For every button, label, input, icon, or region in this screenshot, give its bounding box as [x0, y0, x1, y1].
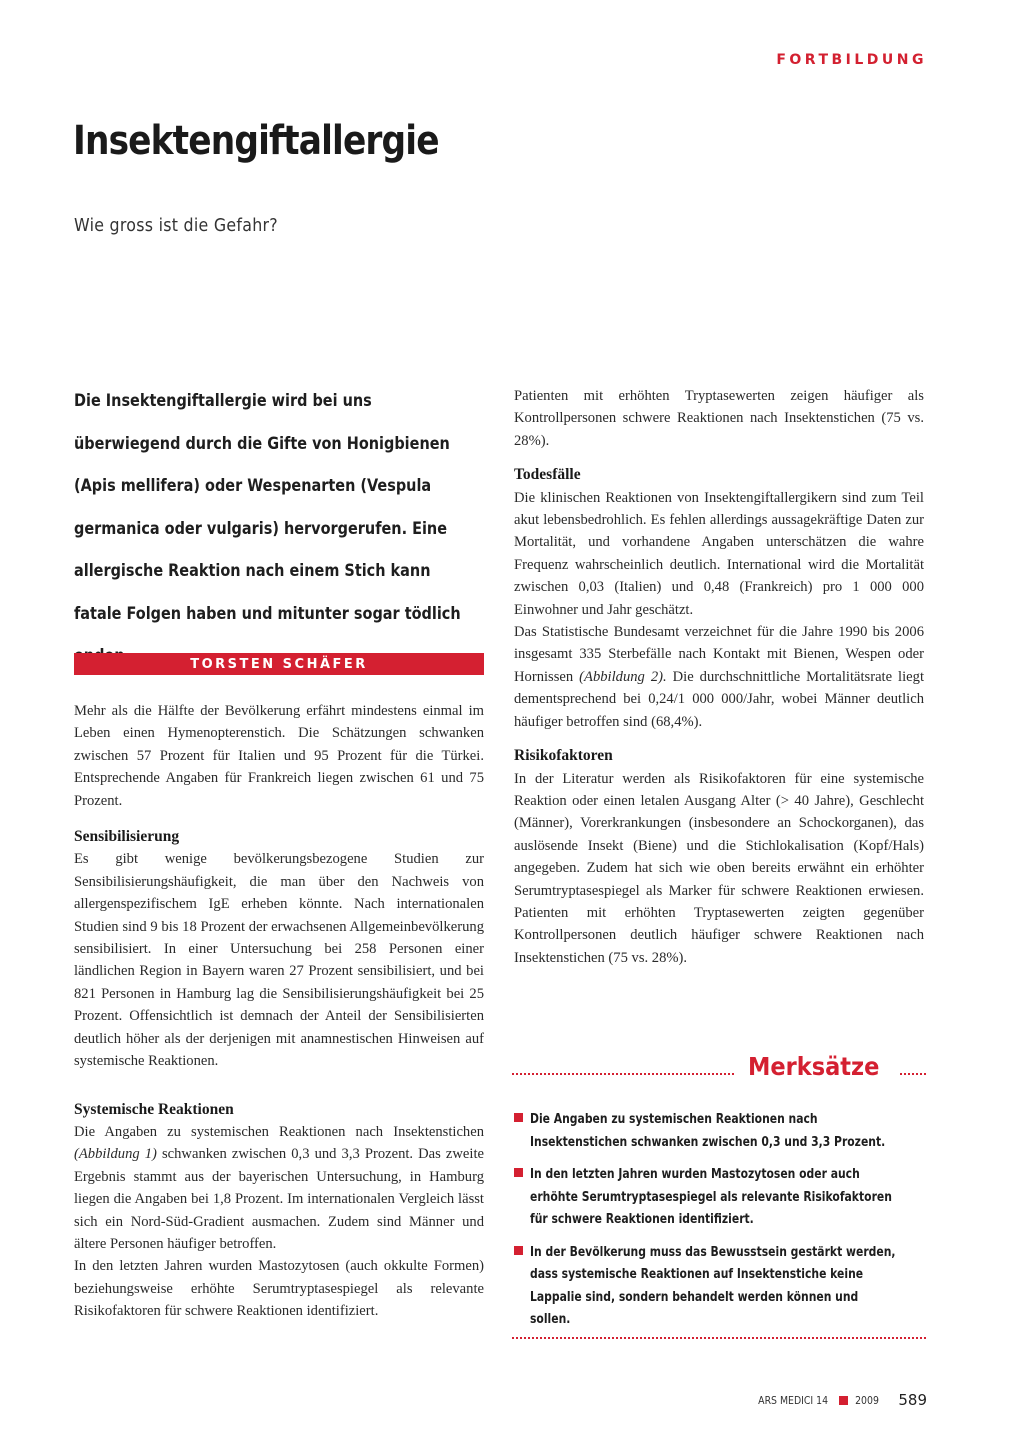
sensibilisierung-paragraph: Es gibt wenige bevölkerungsbezogene Studien zur Sensibilisierungshäufigkeit, die man über den Nachweis von allergenspezifischem IgE erheben könnte. Nach internationalen Studien sind 9 bis 18 Prozent der erwachsenen Allgemeinbevölkerung sensibilisiert. In einer Untersuchung bei 258 Personen einer ländlichen Region in Bayern waren 27 Prozent sensibilisiert, und bei 821 Personen in Hamburg lag die Sensibilisierungshäufigkeit bei 25 Prozent. Offensichtlich ist demnach der Anteil der Sensibilisierten deutlich höher als der derjenigen mit anamnestischen Hinweisen auf systemische Reaktionen. — [74, 851, 484, 1070]
square-bullet-icon — [514, 1246, 523, 1255]
systemische-paragraph — [74, 1121, 484, 1255]
article-lead: Die Insektengiftallergie wird bei uns überwiegend durch die Gifte von Honigbienen (Apis mellifera) oder Wespenarten (Vespula germanica oder vulgaris) hervorgerufen. Eine allergische Reaktion nach einem Stich kann fatale Folgen haben und mitunter sogar tödlich — [74, 391, 461, 624]
left-column — [74, 700, 484, 1323]
section-heading-risikofaktoren: Risikofaktoren — [514, 747, 613, 765]
article-subtitle: Wie gross ist die Gefahr? — [74, 215, 278, 236]
merksatz-text: Die Angaben zu systemischen Reaktionen nach Insektenstichen schwanken zwischen 0,3 und 3,3 Prozent. — [530, 1111, 886, 1150]
journal-name: ARS MEDICI 14 — [758, 1393, 829, 1407]
bundesamt-text-a: Das Statistische Bundesamt verzeichnet für die Jahre 1990 bis 2006 insgesamt 335 Sterbefälle nach Kontakt mit Bienen, Wespen oder Hornissen — [514, 624, 924, 685]
journal-year: 2009 — [855, 1393, 880, 1407]
section-heading-systemische-reaktionen: Systemische Reaktionen — [74, 1100, 234, 1118]
merksatz-item — [512, 1241, 926, 1331]
merksatz-item — [512, 1108, 926, 1153]
merksatz-item — [512, 1163, 926, 1231]
section-heading-sensibilisierung: Sensibilisierung — [74, 828, 180, 846]
systemische-text-a: Die Angaben zu systemischen Reaktionen nach Insektenstichen — [74, 1123, 484, 1140]
merksatz-text: In den letzten Jahren wurden Mastozytosen oder auch erhöhte Serumtryptasespiegel als relevante Risikofaktoren für schwere Reaktionen identifiziert. — [530, 1166, 892, 1227]
merksaetze-bottom-rule — [512, 1337, 926, 1339]
merksatz-text: In der Bevölkerung muss das Bewusstsein gestärkt werden, dass systemische Reaktionen auf Insektenstiche keine Lappalie sind, sondern behandelt werden können und sollen. — [530, 1243, 896, 1327]
intro-paragraph: Mehr als die Hälfte der Bevölkerung erfährt mindestens einmal im Leben einen Hymenopterenstich. Die Schätzungen schwanken zwischen 57 Prozent für Italien und 95 Prozent für die Türkei. Entsprechende Angaben für Frankreich liegen zwischen 61 und 75 Prozent. — [74, 703, 484, 809]
article-title: Insektengiftallergie — [73, 118, 439, 164]
author-banner — [74, 653, 484, 675]
mastozytosen-paragraph: In den letzten Jahren wurden Mastozytosen (auch okkulte Formen) beziehungsweise erhöhte Serumtryptasespiegel als relevante Risikofaktoren für schwere Reaktionen identifiziert. — [74, 1258, 484, 1320]
square-separator-icon — [839, 1396, 848, 1405]
section-heading-todesfaelle: Todesfälle — [514, 466, 581, 484]
right-column — [514, 385, 924, 969]
systemische-text-b: schwanken zwischen 0,3 und 3,3 Prozent. Das zweite Ergebnis stammt aus der bayerischen Untersuchung, in Hamburg liegen die Angaben bei 1,8 Prozent. Im internationalen Vergleich lässt sich ein Nord-Süd-Gradient ausmachen. Zudem sind Männer und ältere Personen häufiger betroffen. — [74, 1146, 484, 1252]
bundesamt-text-b: Die durchschnittliche Mortalitätsrate liegt dementsprechend bei 0,24/1 000 000/Jahr, wobei Männer deutlich häufiger betroffen sind (68,4%). — [514, 668, 924, 730]
dotted-rule-right — [900, 1073, 926, 1075]
todesfaelle-paragraph: Die klinischen Reaktionen von Insektengiftallergikern sind zum Teil akut lebensbedrohlich. Es fehlen allerdings aussagekräftige Daten zur Mortalität, und vorhandene Angaben unterschätzen die wahre Frequenz wahrscheinlich deutlich. International wird die Mortalität zwischen 0,03 (Italien) und 0,48 (Frankreich) pro 1 000 000 Einwohner und Jahr geschätzt. — [514, 489, 924, 618]
section-kicker: FORTBILDUNG — [776, 52, 927, 68]
page-number: 589 — [898, 1391, 927, 1409]
square-bullet-icon — [514, 1168, 523, 1177]
bundesamt-paragraph — [514, 621, 924, 733]
square-bullet-icon — [514, 1113, 523, 1122]
dotted-rule-left — [512, 1073, 734, 1075]
merksaetze-heading: Merksätze — [748, 1052, 880, 1081]
figure-reference-1: (Abbildung 1) — [74, 1146, 157, 1163]
risikofaktoren-paragraph: In der Literatur werden als Risikofaktoren für eine systemische Reaktion oder einen letalen Ausgang Alter (> 40 Jahre), Geschlecht (Männer), Vorerkrankungen (insbesondere an Schockorganen), das auslösende Insekt (Biene) und die Stichlokalisation (Kopf/Hals) angegeben. Zudem hat sich wie oben bereits erwähnt ein erhöhter Serumtryptasespiegel als Marker für schwere Reaktionen erwiesen. Patienten mit erhöhten Tryptasewerten zeigten gegenüber Kontrollpersonen deutlich häufiger schwere Reaktionen nach Insektenstichen (75 vs. 28%). — [514, 770, 924, 966]
page-footer — [752, 1391, 927, 1409]
tryptase-paragraph: Patienten mit erhöhten Tryptasewerten zeigen häufiger als Kontrollpersonen schwere Reaktionen nach Insektenstichen (75 vs. 28%). — [514, 388, 924, 449]
merksaetze-list — [512, 1108, 926, 1341]
figure-reference-2: (Abbildung 2). — [579, 668, 667, 685]
merksaetze-header — [512, 1052, 926, 1084]
author-name: TORSTEN SCHÄFER — [190, 657, 368, 672]
